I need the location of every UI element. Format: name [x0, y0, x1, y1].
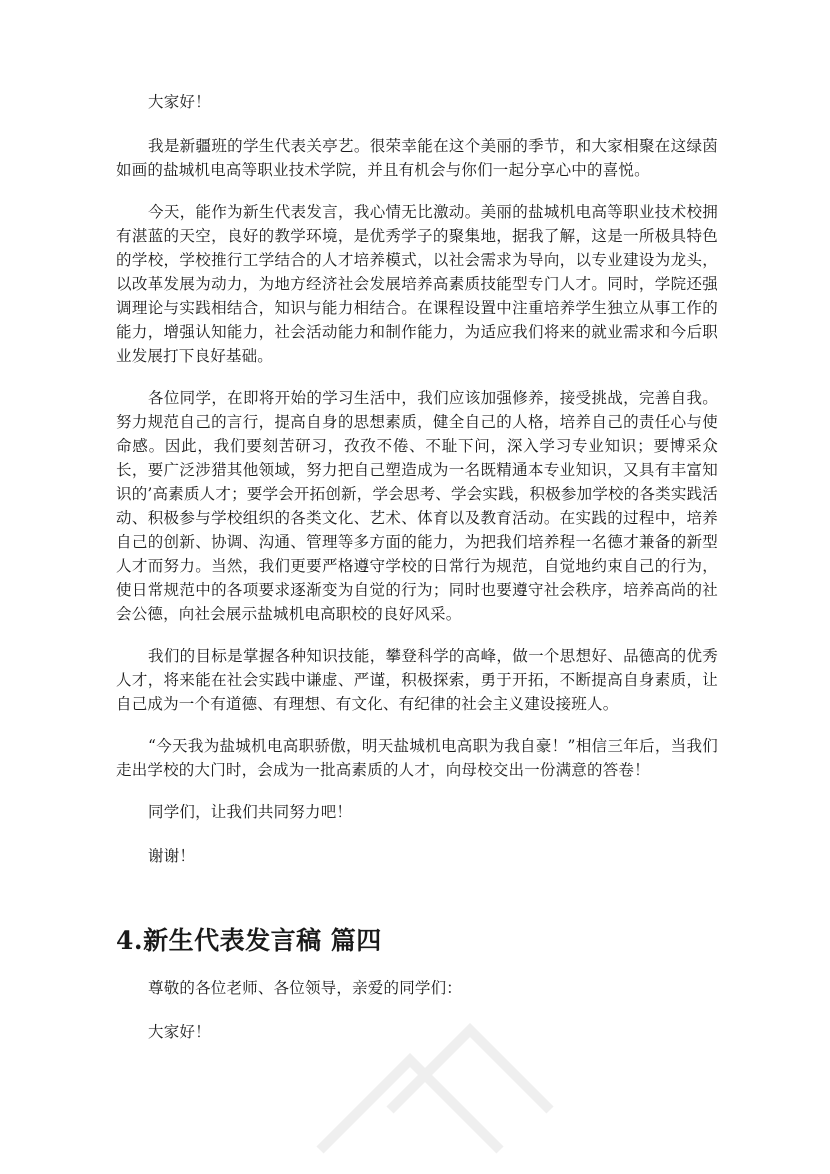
- paragraph-goal: 我们的目标是掌握各种知识技能，攀登科学的高峰，做一个思想好、品德高的优秀人才，将来能在社会实践中谦虚、严谨，积极探索，勇于开拓，不断提高自身素质，让自己成为一个有道德、有理想、有文化、有纪律的社会主义建设接班人。: [116, 647, 718, 713]
- section-greeting: 大家好！: [148, 1023, 211, 1041]
- paragraph-study: 各位同学，在即将开始的学习生活中，我们应该加强修养，接受挑战，完善自我。努力规范自己的言行，提高自身的思想素质，健全自己的人格，培养自己的责任心与使命感。因此，我们要刻苦研习，孜孜不倦、不耻下问，深入学习专业知识；要博采众长，要广泛涉猎其他领域，努力把自己塑造成为一名既精通本专业知识，又具有丰富知识的’高素质人才；要学会开拓创新，学会思考、学会实践，积极参加学校的各类实践活动、积极参与学校组织的各类文化、艺术、体育以及教育活动。在实践的过程中，培养自己的创新、协调、沟通、管理等多方面的能力，为把我们培养程一名德才兼备的新型人才而努力。当然，我们更要严格遵守学校的日常行为规范，自觉地约束自己的行为，使日常规范中的各项要求逐渐变为自觉的行为；同时也要遵守社会秩序，培养高尚的社会公德，向社会展示盐城机电高职校的良好风采。: [116, 389, 718, 623]
- paragraph-thanks: 谢谢！: [148, 847, 196, 865]
- section-salutation: 尊敬的各位老师、各位领导，亲爱的同学们：: [148, 979, 463, 997]
- paragraph-intro: 我是新疆班的学生代表关亭艺。很荣幸能在这个美丽的季节，和大家相聚在这绿茵如画的盐城机电高等职业技术学院，并且有机会与你们一起分享心中的喜悦。: [116, 137, 718, 179]
- section-heading: 4.新生代表发言稿 篇四: [116, 926, 382, 955]
- paragraph-school: 今天，能作为新生代表发言，我心情无比激动。美丽的盐城机电高等职业技术校拥有湛蓝的天空，良好的教学环境，是优秀学子的聚集地，据我了解，这是一所极具特色的学校，学校推行工学结合的人才培养模式，以社会需求为导向，以专业建设为龙头，以改革发展为动力，为地方经济社会发展培养高素质技能型专门人才。同时，学院还强调理论与实践相结合，知识与能力相结合。在课程设置中注重培养学生独立从事工作的能力，增强认知能力，社会活动能力和制作能力，为适应我们将来的就业需求和今后职业发展打下良好基础。: [116, 203, 718, 365]
- document-body: [116, 90, 718, 1064]
- paragraph-encourage: 同学们，让我们共同努力吧！: [148, 803, 353, 821]
- greeting-text: 大家好！: [148, 93, 211, 111]
- paragraph-quote: “今天我为盐城机电高职骄傲，明天盐城机电高职为我自豪！”相信三年后，当我们走出学校的大门时，会成为一批高素质的人才，向母校交出一份满意的答卷！: [116, 737, 718, 779]
